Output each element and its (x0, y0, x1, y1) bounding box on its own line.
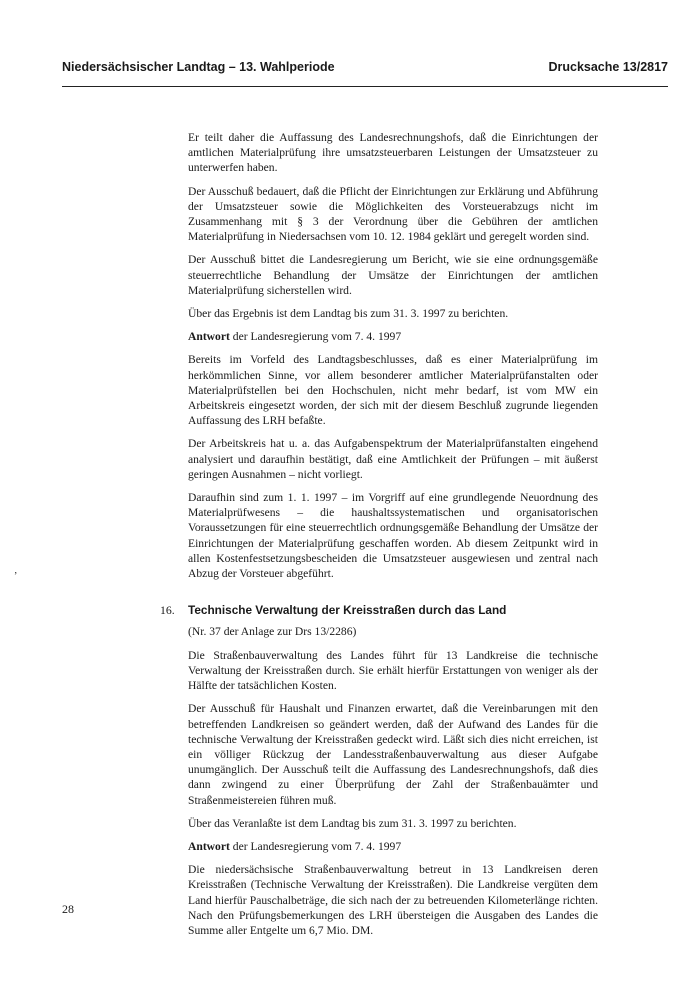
paragraph: Der Ausschuß bittet die Landesregierung um Bericht, wie sie eine ordnungsgemäße steuerrechtliche Behandlung der Umsätze der Einrichtungen der amtlichen Materialprüfung sicherstellen wird. (188, 253, 598, 297)
paragraph: Der Arbeitskreis hat u. a. das Aufgabenspektrum der Materialprüfanstalten eingehend analysiert und daraufhin bestätigt, daß eine Amtlichkeit der Prüfungen – mit äußerst geringen Ausnahmen – nicht vorliegt. (188, 437, 598, 481)
paragraph: Der Ausschuß für Haushalt und Finanzen erwartet, daß die Vereinbarungen mit den betreffenden Landkreisen so geändert werden, daß der Aufwand des Landes für die technische Verwaltung der Kreisstraßen gedeckt wird. Läßt sich dies nicht erreichen, ist ein völliger Rückzug der Landesstraßenbauverwaltung aus dieser Aufgabe unumgänglich. Der Ausschuß teilt die Auffassung des Landesrechnungshofs, daß dies dann zwingend zu einer Überprüfung der Zahl der Straßenbauämter und Straßenmeistereien führen muß. (188, 702, 598, 807)
header-title: Niedersächsischer Landtag – 13. Wahlperiode (62, 60, 335, 74)
paragraph: Über das Veranlaßte ist dem Landtag bis zum 31. 3. 1997 zu berichten. (188, 816, 517, 830)
section-number: 16. (160, 603, 175, 618)
answer-label: Antwort (188, 330, 230, 344)
header-doc-ref: Drucksache 13/2817 (548, 60, 668, 74)
paragraph: Daraufhin sind zum 1. 1. 1997 – im Vorgriff auf eine grundlegende Neuordnung des Materialprüfwesens – die haushaltssystematischen und organisatorischen Voraussetzungen für eine steuerrechtlich ordnungsgemäße Behandlung der Umsätze der Einrichtungen der Materialprüfung geschaffen worden. Ab diesem Zeitpunkt wird in allen Kostenfestsetzungsbescheiden die Umsatzsteuer ausgewiesen und zentral nach Abzug der Vorsteuer abgeführt. (188, 491, 598, 581)
section-heading (160, 603, 598, 618)
margin-mark: ’ (14, 571, 18, 582)
answer-label: Antwort (188, 839, 230, 853)
answer-heading (188, 329, 598, 344)
paragraph: Über das Ergebnis ist dem Landtag bis zum 31. 3. 1997 zu berichten. (188, 307, 509, 321)
paragraph: Bereits im Vorfeld des Landtagsbeschlusses, daß es einer Materialprüfung im herkömmlichen Sinne, vor allem besonderer amtlicher Materialprüfanstalten oder Materialprüfstellen bei den Hochschulen, nicht mehr bedarf, ist vom MW ein Arbeitskreis eingesetzt worden, der sich mit der diesem Beschluß zugrunde liegenden Auffassung des LRH befaßte. (188, 353, 598, 428)
header-rule (62, 86, 668, 87)
page-number: 28 (62, 902, 74, 916)
paragraph: Die Straßenbauverwaltung des Landes führt für 13 Landkreise die technische Verwaltung der Kreisstraßen durch. Sie erhält hierfür Erstattungen von weniger als der Hälfte der tatsächlichen Kosten. (188, 648, 598, 693)
paragraph: Der Ausschuß bedauert, daß die Pflicht der Einrichtungen zur Erklärung und Abführung der Umsatzsteuer sowie die Möglichkeiten des Vorsteuerabzugs nicht im Zusammenhang mit § 3 der Verordnung über die Gebühren der amtlichen Materialprüfung in Niedersachsen vom 10. 12. 1984 geklärt und geregelt worden sind. (188, 184, 598, 244)
section-reference: (Nr. 37 der Anlage zur Drs 13/2286) (188, 625, 357, 639)
answer-text: der Landesregierung vom 7. 4. 1997 (232, 839, 402, 853)
section-title: Technische Verwaltung der Kreisstraßen durch das Land (188, 603, 507, 618)
paragraph: Die niedersächsische Straßenbauverwaltung betreut in 13 Landkreisen deren Kreisstraßen (Technische Verwaltung der Kreisstraßen). Die Landkreise vergüten dem Land hierfür Pauschalbeträge, die sich nach der zu betreuenden Kilometerlänge richten. Nach den Prüfungsbemerkungen des LRH übersteigen die Ausgaben des Landes die Summe aller Entgelte um 6,7 Mio. DM. (188, 863, 598, 937)
paragraph: Er teilt daher die Auffassung des Landesrechnungshofs, daß die Einrichtungen der amtlichen Materialprüfung ihre umsatzsteuerbaren Leistungen der Umsatzsteuer zu unterwerfen haben. (188, 131, 598, 175)
answer-text: der Landesregierung vom 7. 4. 1997 (232, 330, 402, 344)
answer-heading (188, 839, 598, 854)
document-body (160, 130, 598, 946)
